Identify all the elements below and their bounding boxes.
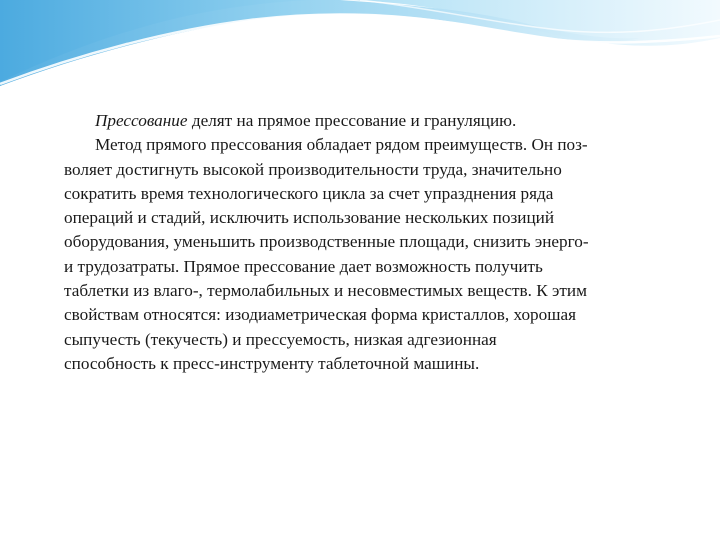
text-line: воляет достигнуть высокой производительности труда, значительно (64, 159, 562, 179)
paragraph-direct-pressing (64, 133, 678, 376)
text-line: способность к пресс-инструменту таблеточной машины. (64, 353, 480, 373)
text-line: свойствам относятся: изодиаметрическая форма кристаллов, хорошая (64, 305, 576, 325)
text-line: операций и стадий, исключить использование нескольких позиций (64, 208, 555, 228)
text-line: сократить время технологического цикла за счет упразднения ряда (64, 183, 554, 203)
slide-body-text (64, 109, 678, 376)
text-line: Метод прямого прессования обладает рядом преимуществ. Он поз- (95, 135, 588, 155)
text-line: сыпучесть (текучесть) и прессуемость, низкая адгезионная (64, 329, 497, 349)
text-line: оборудования, уменьшить производственные площади, снизить энерго- (64, 232, 589, 252)
text-line: таблетки из влаго-, термолабильных и несовместимых веществ. К этим (64, 281, 587, 301)
paragraph-intro-rest: делят на прямое прессование и грануляцию. (187, 111, 517, 130)
header-wave-decoration (0, 0, 720, 110)
term-pressing: Прессование (95, 111, 188, 130)
paragraph-intro (64, 109, 678, 133)
text-line: и трудозатраты. Прямое прессование дает возможность получить (64, 256, 543, 276)
